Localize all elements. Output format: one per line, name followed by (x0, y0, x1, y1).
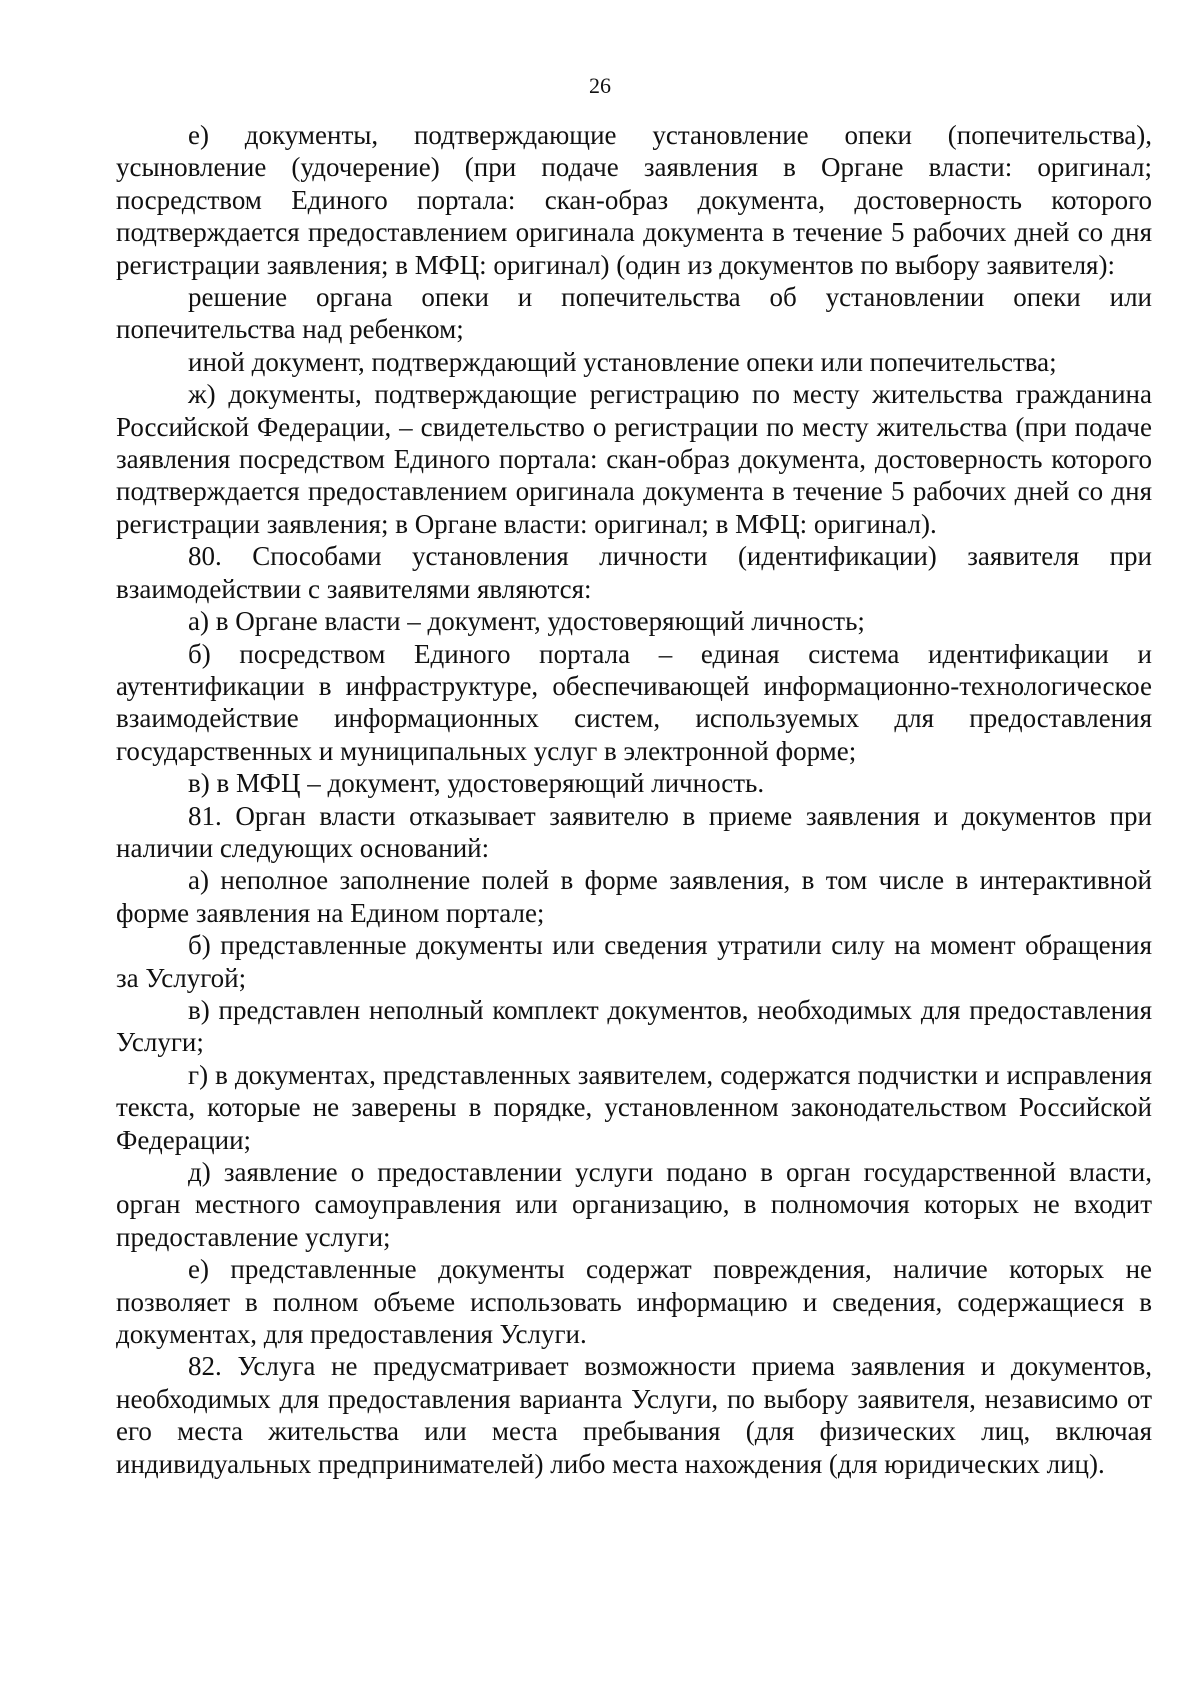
paragraph-80-identification-methods: 80. Способами установления личности (идентификации) заявителя при взаимодействии с заявителями являются: (116, 541, 1152, 604)
paragraph-guardianship-decision: решение органа опеки и попечительства об установлении опеки или попечительства над ребенком; (116, 282, 1152, 345)
paragraph-80a-authority: а) в Органе власти – документ, удостоверяющий личность; (188, 606, 865, 637)
paragraph-80b-portal: б) посредством Единого портала – единая система идентификации и аутентификации в инфраструктуре, обеспечивающей информационно-технологическое взаимодействие информационных систем, используемых для предоставления государственных и муниципальных услуг в электронной форме; (116, 638, 1152, 766)
paragraph-81-refusal-grounds: 81. Орган власти отказывает заявителю в приеме заявления и документов при наличии следующих оснований: (116, 800, 1152, 863)
paragraph-81v-incomplete-set: в) представлен неполный комплект документов, необходимых для предоставления Услуги; (116, 994, 1152, 1058)
paragraph-81d-wrong-authority: д) заявление о предоставлении услуги подано в орган государственной власти, орган местного самоуправления или организацию, в полномочия которых не входит предоставление услуги; (116, 1157, 1152, 1252)
paragraph-81g-corrections: г) в документах, представленных заявителем, содержатся подчистки и исправления текста, которые не заверены в порядке, установленном законодательством Российской Федерации; (116, 1059, 1152, 1155)
paragraph-81a-incomplete-fields: а) неполное заполнение полей в форме заявления, в том числе в интерактивной форме заявления на Едином портале; (116, 865, 1152, 928)
paragraph-81e-damaged-documents: е) представленные документы содержат повреждения, наличие которых не позволяет в полном объеме использовать информацию и сведения, содержащиеся в документах, для предоставления Услуги. (116, 1254, 1152, 1350)
document-body (116, 119, 1152, 1480)
paragraph-zh-registration-documents: ж) документы, подтверждающие регистрацию по месту жительства гражданина Российской Федерации, – свидетельство о регистрации по месту жительства (при подаче заявления посредством Единого портала: скан-образ документа, достоверность которого подтверждается предоставлением оригинала документа в течение 5 рабочих дней со дня регистрации заявления; в Органе власти: оригинал; в МФЦ: оригинал). (116, 379, 1152, 539)
paragraph-80v-mfc: в) в МФЦ – документ, удостоверяющий личность. (188, 768, 765, 799)
paragraph-82-extraterritorial: 82. Услуга не предусматривает возможности приема заявления и документов, необходимых для предоставления варианта Услуги, по выбору заявителя, независимо от его места жительства или места пребывания (для физических лиц, включая индивидуальных предпринимателей) либо места нахождения (для юридических лиц). (116, 1351, 1152, 1479)
paragraph-e-guardianship-documents: е) документы, подтверждающие установление опеки (попечительства), усыновление (удочерение) (при подаче заявления в Органе власти: оригинал; посредством Единого портала: скан-образ документа, достоверность которого подтверждается предоставлением оригинала документа в течение 5 рабочих дней со дня регистрации заявления; в МФЦ: оригинал) (один из документов по выбору заявителя): (116, 120, 1152, 280)
paragraph-other-guardianship-document: иной документ, подтверждающий установление опеки или попечительства; (188, 346, 1057, 377)
page-number: 26 (589, 73, 611, 98)
paragraph-81b-expired-documents: б) представленные документы или сведения утратили силу на момент обращения за Услугой; (116, 930, 1152, 993)
